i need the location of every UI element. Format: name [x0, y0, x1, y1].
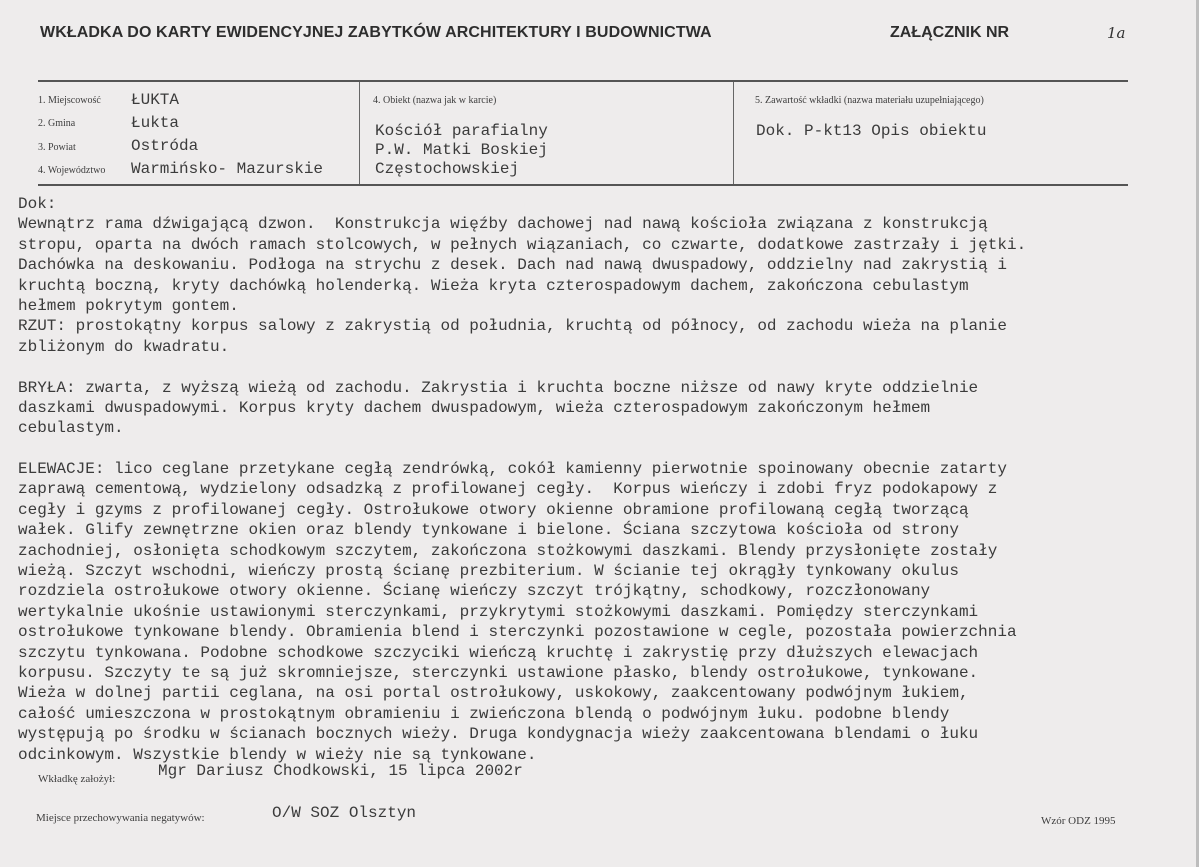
object-label: 4. Obiekt (nazwa jak w karcie) — [373, 95, 497, 106]
body-line: zbliżonym do kwadratu. — [18, 337, 230, 356]
field-value-voivodeship: Warmińsko- Mazurskie — [131, 160, 324, 178]
body-line: stropu, oparta na dwóch ramach stolcowych, w pełnych wiązaniach, co czwarte, dodatkowe zastrzały i jętki. — [18, 235, 1027, 254]
body-line: całość umieszczona w prostokątnym obramieniu i zwieńczona blendą o podwójnym łuku. podobne blendy — [18, 704, 950, 723]
body-line: kruchtą boczną, kryty dachówką holenderką. Wieża kryta czterospadowym dachem, zakończona cebulastym — [18, 276, 969, 295]
paragraph-gap — [18, 439, 1188, 459]
body-line: hełmem pokrytym gontem. — [18, 296, 239, 315]
table-bottom-rule — [38, 184, 1128, 186]
paragraph-gap — [18, 357, 1188, 377]
field-label-locality: 1. Miejscowość — [38, 95, 101, 106]
field-value-county: Ostróda — [131, 137, 199, 155]
field-value-locality: ŁUKTA — [131, 91, 180, 109]
field-label-commune: 2. Gmina — [38, 118, 76, 129]
body-line: cegły i gzyms z profilowanej cegły. Ostrołukowe otwory okienne obramione profilowaną cegłą tworzącą — [18, 500, 969, 519]
author-label: Wkładkę założył: — [38, 773, 116, 785]
content-label: 5. Zawartość wkładki (nazwa materiału uzupełniającego) — [755, 95, 984, 106]
field-value-commune: Łukta — [131, 114, 180, 132]
body-line: wertykalnie ukośnie ustawionymi sterczynkami, przykrytymi stożkowymi daszkami. Pomiędzy sterczynkami — [18, 602, 979, 621]
description-body — [18, 194, 1188, 765]
column-divider-2 — [733, 82, 734, 184]
field-label-voivodeship: 4. Województwo — [38, 165, 106, 176]
body-line: rozdziela ostrołukowe otwory okienne. Ścianę wieńczy szczyt trójkątny, schodkowy, rozczłonowany — [18, 582, 931, 601]
body-line: ELEWACJE: lico ceglane przetykane cegłą zendrówką, cokół kamienny pierwotnie spoinowany obecnie zatarty — [18, 460, 1007, 479]
body-line: zachodniej, osłonięta schodkowym szczytem, zakończona stożkowymi daszkami. Blendy przysłonięte zostały — [18, 541, 998, 560]
body-line: ostrołukowe tynkowane blendy. Obramienia blend i sterczynki pozostawione w cegle, pozostała powierzchnia — [18, 623, 1017, 642]
annex-number: 1a — [1107, 24, 1126, 42]
body-line: BRYŁA: zwarta, z wyższą wieżą od zachodu. Zakrystia i kruchta boczne niższe od nawy kryte oddzielnie — [18, 378, 979, 397]
body-line: zaprawą cementową, wydzielony odsadzką z profilowanej cegły. Korpus wieńczy i zdobi fryz podokapowy z — [18, 480, 998, 499]
body-line: RZUT: prostokątny korpus salowy z zakrystią od południa, kruchtą od północy, od zachodu wieża na planie — [18, 317, 1007, 336]
body-line: odcinkowym. Wszystkie blendy w wieży nie są tynkowane. — [18, 745, 537, 764]
column-divider-1 — [359, 82, 360, 184]
object-line-2: P.W. Matki Boskiej — [375, 141, 548, 159]
body-line: Dachówka na deskowaniu. Podłoga na strychu z desek. Dach nad nawą dwuspadowy, oddzielny nad zakrystią i — [18, 256, 1007, 275]
field-label-county: 3. Powiat — [38, 142, 76, 153]
content-value: Dok. P-kt13 Opis obiektu — [756, 122, 987, 140]
author-value: Mgr Dariusz Chodkowski, 15 lipca 2002r — [158, 762, 523, 780]
object-line-3: Częstochowskiej — [375, 160, 520, 178]
storage-label: Miejsce przechowywania negatywów: — [36, 812, 205, 824]
body-line: wałek. Glify zewnętrzne okien oraz blendy tynkowane i bielone. Ściana szczytowa kościoła od strony — [18, 521, 959, 540]
body-line: daszkami dwuspadowymi. Korpus kryty dachem dwuspadowym, wieża czterospadowym zakończonym hełmem — [18, 398, 931, 417]
body-line: korpusu. Szczyty te są już skromniejsze, sterczynki ustawione płasko, blendy ostrołukowe, tynkowane. — [18, 663, 979, 682]
annex-label: ZAŁĄCZNIK NR — [890, 24, 1010, 41]
document-title: WKŁADKA DO KARTY EWIDENCYJNEJ ZABYTKÓW ARCHITEKTURY I BUDOWNICTWA — [40, 24, 712, 41]
body-line: cebulastym. — [18, 419, 124, 438]
body-line: szczytu tynkowana. Podobne schodkowe szczyciki wieńczą kruchtę i zakrystię przy dłuższych elewacjach — [18, 643, 979, 662]
body-heading: Dok: — [18, 195, 57, 213]
body-line: Wewnątrz rama dźwigającą dzwon. Konstrukcja więźby dachowej nad nawą kościoła związana z konstrukcją — [18, 215, 988, 234]
body-line: wieżą. Szczyt wschodni, wieńczy prostą ścianę prezbiterium. W ścianie tej okrągły tynkowany okulus — [18, 562, 959, 581]
storage-value: O/W SOZ Olsztyn — [272, 804, 417, 822]
body-line: Wieża w dolnej partii ceglana, na osi portal ostrołukowy, uskokowy, zaakcentowany podwójnym łukiem, — [18, 684, 969, 703]
form-code: Wzór ODZ 1995 — [1041, 815, 1116, 827]
body-line: występują po środku w ścianach bocznych wieży. Druga kondygnacja wieży zaakcentowana blendami o łuku — [18, 725, 979, 744]
object-line-1: Kościół parafialny — [375, 122, 548, 140]
table-top-rule — [38, 80, 1128, 82]
